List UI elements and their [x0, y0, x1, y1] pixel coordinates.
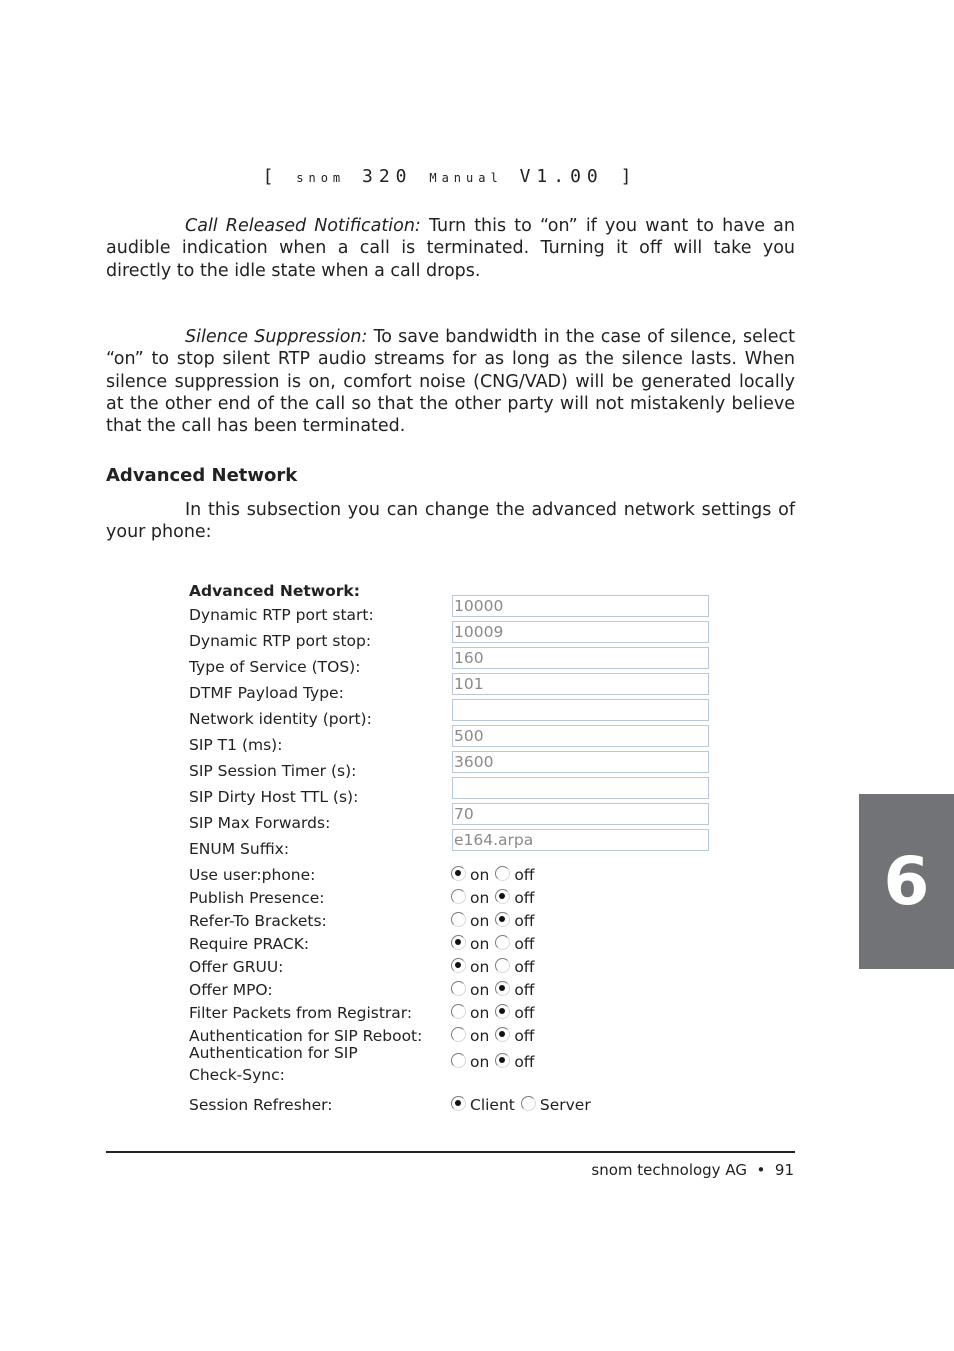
paragraph-call-released [106, 215, 795, 282]
radio-option-label: on [470, 889, 490, 907]
text-call-released: Turn this to “on” if you want to have an audible indication when a call is terminated. Turning it off will take you directly to the idle state when a call drops. [106, 216, 795, 281]
footer-divider [106, 1151, 795, 1153]
radio-button-opt2[interactable] [495, 935, 510, 950]
section-heading: Advanced Network [106, 465, 298, 486]
radio-option-label: off [514, 935, 535, 953]
radio-option-label: off [514, 866, 535, 884]
radio-option-label: off [514, 1027, 535, 1045]
radio-label: Session Refresher: [189, 1096, 333, 1114]
term-silence-suppression: Silence Suppression: [185, 327, 368, 347]
radio-group [451, 958, 540, 976]
radio-option-label: on [470, 935, 490, 953]
radio-label: Publish Presence: [189, 889, 325, 907]
field-label: Dynamic RTP port start: [189, 606, 374, 624]
running-header [0, 166, 900, 187]
radio-label: Offer GRUU: [189, 958, 284, 976]
radio-option-label: on [470, 1004, 490, 1022]
header-bracket-close: ] [620, 166, 638, 187]
radio-label-line1: Authentication for SIP [189, 1044, 358, 1062]
radio-label [189, 1042, 358, 1086]
radio-option-label: on [470, 1053, 490, 1071]
field-label: Network identity (port): [189, 710, 372, 728]
field-input[interactable] [452, 595, 709, 617]
radio-option-label: on [470, 958, 490, 976]
radio-group [451, 1096, 597, 1114]
footer-company: snom technology AG [591, 1161, 747, 1179]
radio-button-opt2[interactable] [495, 1027, 510, 1042]
field-input[interactable] [452, 673, 709, 695]
radio-button-opt2[interactable] [495, 866, 510, 881]
radio-label: Require PRACK: [189, 935, 310, 953]
header-manual: Manual [429, 171, 503, 185]
page-footer [591, 1161, 794, 1179]
field-input[interactable] [452, 803, 709, 825]
text-intro: In this subsection you can change the advanced network settings of your phone: [106, 500, 795, 543]
radio-option-label: Server [539, 1096, 591, 1114]
radio-button-opt1[interactable] [451, 935, 466, 950]
radio-label: Filter Packets from Registrar: [189, 1004, 413, 1022]
radio-group [451, 935, 540, 953]
field-label: Dynamic RTP port stop: [189, 632, 372, 650]
radio-button-opt1[interactable] [451, 889, 466, 904]
radio-option-label: off [514, 912, 535, 930]
footer-bullet: • [756, 1161, 766, 1179]
radio-button-opt1[interactable] [451, 866, 466, 881]
field-input[interactable] [452, 777, 709, 799]
radio-label: Refer-To Brackets: [189, 912, 327, 930]
radio-button-opt2[interactable] [521, 1096, 536, 1111]
radio-button-opt1[interactable] [451, 958, 466, 973]
field-label: Type of Service (TOS): [189, 658, 361, 676]
header-brand: snom [296, 171, 346, 185]
radio-group [451, 912, 540, 930]
radio-label-line2: Check-Sync: [189, 1066, 285, 1084]
radio-option-label: off [514, 1004, 535, 1022]
radio-button-opt1[interactable] [451, 1004, 466, 1019]
radio-option-label: off [514, 889, 535, 907]
radio-group [451, 1027, 540, 1045]
radio-button-opt2[interactable] [495, 958, 510, 973]
header-model: 320 [362, 166, 413, 187]
radio-button-opt2[interactable] [495, 981, 510, 996]
text-silence-suppression: To save bandwidth in the case of silence, select “on” to stop silent RTP audio streams for as long as the silence lasts. When silence suppression is on, comfort noise (CNG/VAD) will be generated locally at the other end of the call so that the other party will not mistakenly believe that the call has been terminated. [106, 327, 796, 437]
radio-option-label: off [514, 1053, 535, 1071]
field-label: ENUM Suffix: [189, 840, 290, 858]
form-title: Advanced Network: [189, 582, 360, 600]
term-call-released: Call Released Notification: [185, 216, 421, 236]
field-label: SIP Dirty Host TTL (s): [189, 788, 359, 806]
field-label: SIP Max Forwards: [189, 814, 331, 832]
field-input[interactable] [452, 647, 709, 669]
radio-button-opt2[interactable] [495, 912, 510, 927]
field-label: SIP Session Timer (s): [189, 762, 357, 780]
field-label: SIP T1 (ms): [189, 736, 283, 754]
radio-label: Offer MPO: [189, 981, 273, 999]
radio-button-opt1[interactable] [451, 1096, 466, 1111]
chapter-tab: 6 [859, 794, 954, 969]
header-bracket-open: [ [262, 166, 280, 187]
field-input[interactable] [452, 829, 709, 851]
radio-button-opt1[interactable] [451, 1053, 466, 1068]
paragraph-intro [106, 499, 795, 544]
page-number: 91 [774, 1161, 794, 1179]
radio-button-opt2[interactable] [495, 1053, 510, 1068]
radio-option-label: on [470, 912, 490, 930]
radio-option-label: Client [470, 1096, 515, 1114]
radio-group [451, 889, 540, 907]
field-input[interactable] [452, 725, 709, 747]
radio-option-label: off [514, 981, 535, 999]
field-input[interactable] [452, 751, 709, 773]
radio-option-label: on [470, 866, 490, 884]
field-label: DTMF Payload Type: [189, 684, 344, 702]
field-input[interactable] [452, 699, 709, 721]
radio-button-opt1[interactable] [451, 981, 466, 996]
header-version: V1.00 [519, 166, 604, 187]
radio-group [451, 866, 540, 884]
field-input[interactable] [452, 621, 709, 643]
radio-button-opt1[interactable] [451, 1027, 466, 1042]
radio-option-label: off [514, 958, 535, 976]
radio-group [451, 981, 540, 999]
radio-option-label: on [470, 981, 490, 999]
radio-button-opt1[interactable] [451, 912, 466, 927]
radio-label: Authentication for SIP Reboot: [189, 1027, 423, 1045]
radio-group [451, 1004, 540, 1022]
paragraph-silence-suppression [106, 326, 795, 437]
radio-group [451, 1053, 540, 1071]
radio-button-opt2[interactable] [495, 1004, 510, 1019]
radio-option-label: on [470, 1027, 490, 1045]
radio-button-opt2[interactable] [495, 889, 510, 904]
radio-label: Use user:phone: [189, 866, 316, 884]
